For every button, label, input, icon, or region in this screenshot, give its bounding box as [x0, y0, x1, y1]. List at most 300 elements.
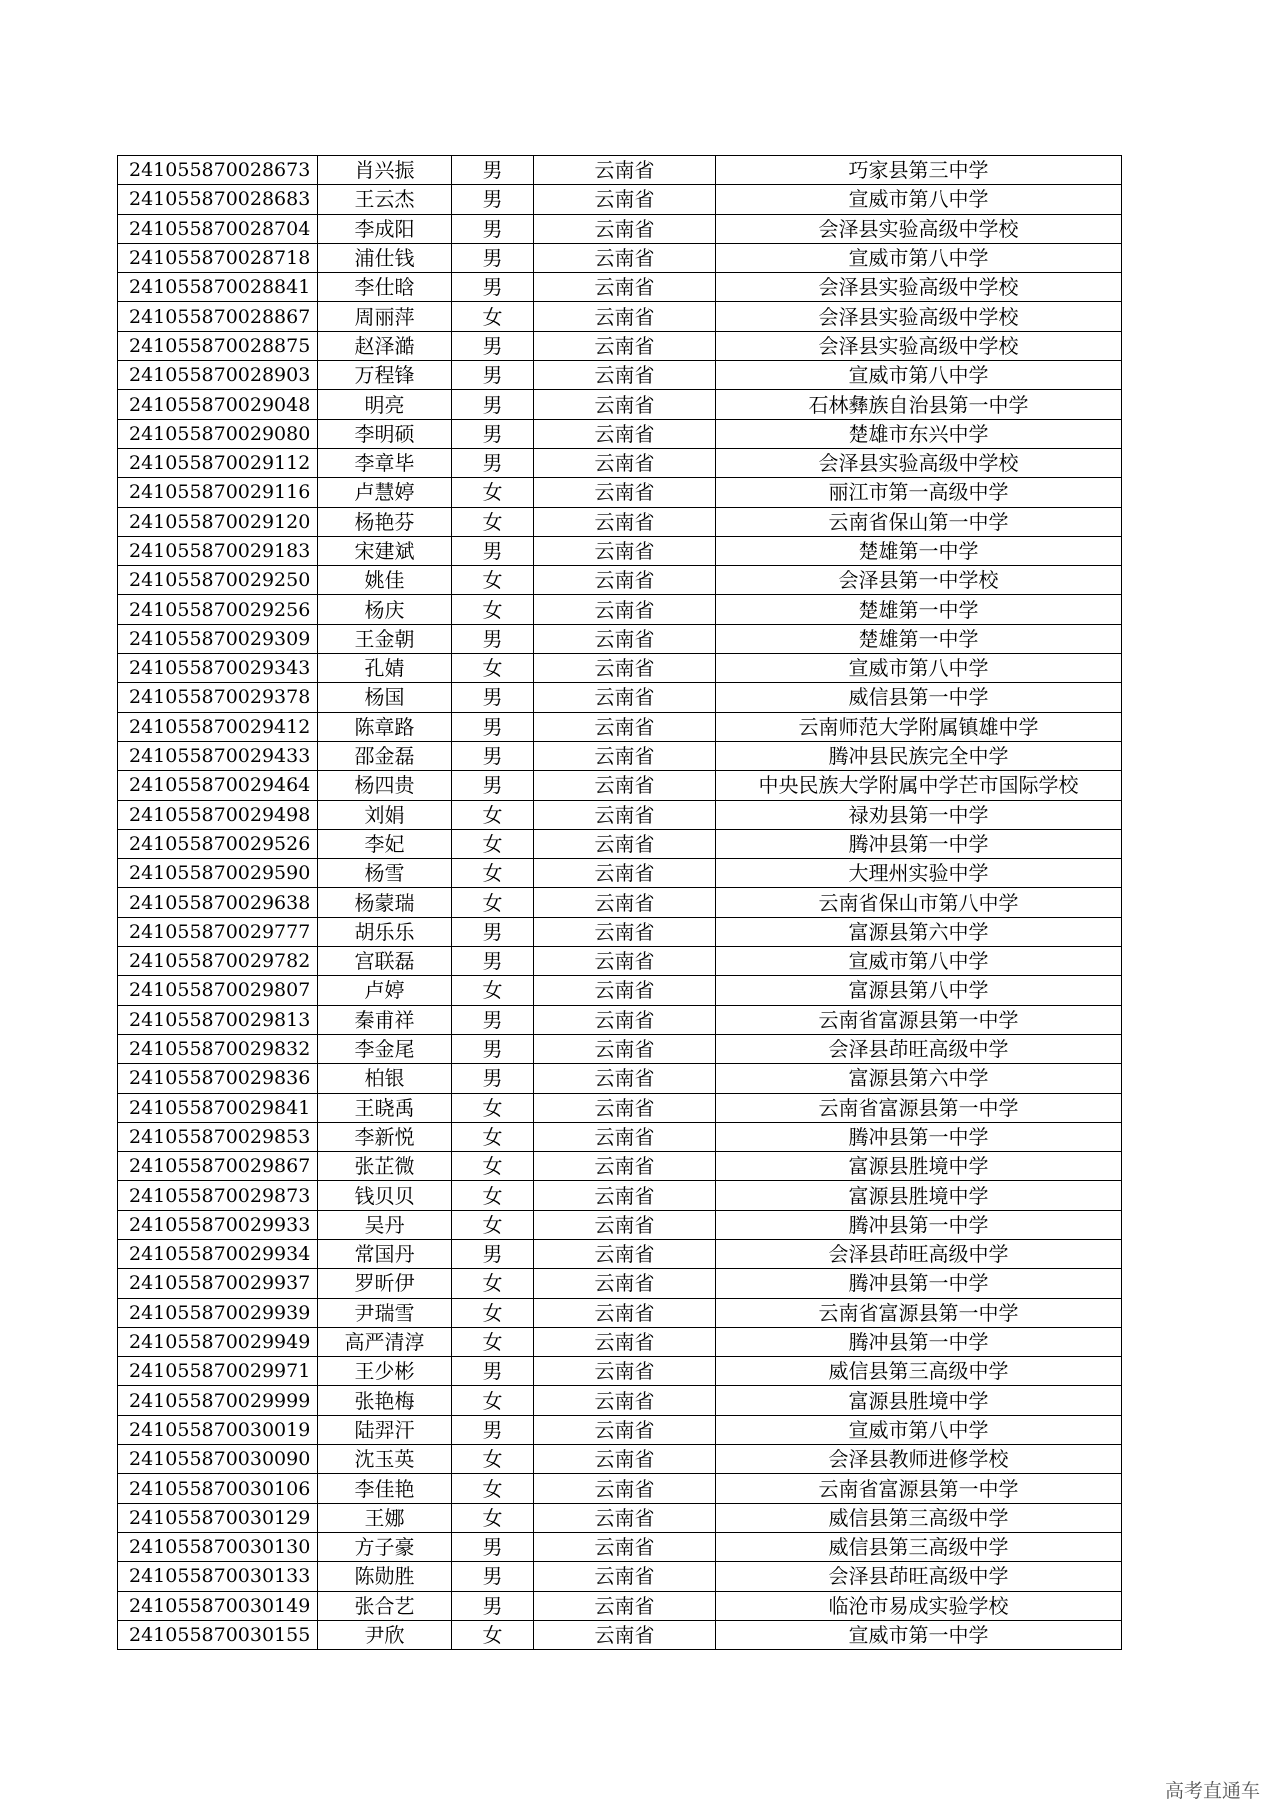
table-row [118, 1445, 1122, 1474]
school-cell: 云南师范大学附属镇雄中学 [716, 712, 1122, 741]
table-row [118, 1620, 1122, 1649]
gender-cell: 女 [452, 1620, 534, 1649]
province-cell: 云南省 [534, 800, 716, 829]
gender-cell: 女 [452, 888, 534, 917]
gender-cell: 女 [452, 1298, 534, 1327]
school-cell: 云南省富源县第一中学 [716, 1298, 1122, 1327]
school-cell: 楚雄第一中学 [716, 536, 1122, 565]
gender-cell: 女 [452, 829, 534, 858]
student-name-cell: 常国丹 [318, 1239, 452, 1268]
province-cell: 云南省 [534, 1093, 716, 1122]
candidate-id-cell: 241055870029080 [118, 419, 318, 448]
province-cell: 云南省 [534, 273, 716, 302]
gender-cell: 男 [452, 156, 534, 185]
province-cell: 云南省 [534, 507, 716, 536]
watermark-text: 高考直通车 [1164, 1780, 1260, 1802]
student-name-cell: 杨艳芬 [318, 507, 452, 536]
province-cell: 云南省 [534, 1210, 716, 1239]
school-cell: 宣威市第一中学 [716, 1620, 1122, 1649]
table-row [118, 361, 1122, 390]
candidate-id-cell: 241055870029777 [118, 917, 318, 946]
school-cell: 丽江市第一高级中学 [716, 478, 1122, 507]
province-cell: 云南省 [534, 214, 716, 243]
table-row [118, 683, 1122, 712]
table-row [118, 448, 1122, 477]
table-row [118, 1093, 1122, 1122]
table-row [118, 859, 1122, 888]
table-row [118, 1298, 1122, 1327]
candidate-id-cell: 241055870029836 [118, 1064, 318, 1093]
student-name-cell: 孔婧 [318, 654, 452, 683]
table-row [118, 419, 1122, 448]
province-cell: 云南省 [534, 595, 716, 624]
gender-cell: 男 [452, 1064, 534, 1093]
province-cell: 云南省 [534, 771, 716, 800]
province-cell: 云南省 [534, 654, 716, 683]
province-cell: 云南省 [534, 947, 716, 976]
table-row [118, 771, 1122, 800]
candidate-id-cell: 241055870029048 [118, 390, 318, 419]
gender-cell: 男 [452, 741, 534, 770]
province-cell: 云南省 [534, 1064, 716, 1093]
student-name-cell: 秦甫祥 [318, 1005, 452, 1034]
student-name-cell: 杨庆 [318, 595, 452, 624]
province-cell: 云南省 [534, 1415, 716, 1444]
candidate-id-cell: 241055870029971 [118, 1357, 318, 1386]
school-cell: 威信县第一中学 [716, 683, 1122, 712]
school-cell: 会泽县实验高级中学校 [716, 331, 1122, 360]
gender-cell: 男 [452, 1562, 534, 1591]
student-name-cell: 陆羿汗 [318, 1415, 452, 1444]
school-cell: 大理州实验中学 [716, 859, 1122, 888]
student-name-cell: 高严清淳 [318, 1327, 452, 1356]
candidate-id-cell: 241055870030129 [118, 1503, 318, 1532]
table-row [118, 1064, 1122, 1093]
school-cell: 宣威市第八中学 [716, 1415, 1122, 1444]
province-cell: 云南省 [534, 390, 716, 419]
gender-cell: 女 [452, 1210, 534, 1239]
student-name-cell: 杨雪 [318, 859, 452, 888]
candidate-id-cell: 241055870029832 [118, 1034, 318, 1063]
table-row [118, 741, 1122, 770]
student-name-cell: 张合艺 [318, 1591, 452, 1620]
candidate-id-cell: 241055870029934 [118, 1239, 318, 1268]
province-cell: 云南省 [534, 361, 716, 390]
student-name-cell: 明亮 [318, 390, 452, 419]
gender-cell: 女 [452, 1122, 534, 1151]
gender-cell: 男 [452, 361, 534, 390]
gender-cell: 男 [452, 185, 534, 214]
province-cell: 云南省 [534, 478, 716, 507]
student-name-cell: 周丽萍 [318, 302, 452, 331]
student-name-cell: 杨国 [318, 683, 452, 712]
gender-cell: 男 [452, 1415, 534, 1444]
roster-table [117, 155, 1122, 1650]
table-row [118, 1591, 1122, 1620]
candidate-id-cell: 241055870030019 [118, 1415, 318, 1444]
province-cell: 云南省 [534, 419, 716, 448]
gender-cell: 男 [452, 1532, 534, 1561]
student-name-cell: 罗昕伊 [318, 1269, 452, 1298]
student-name-cell: 尹瑞雪 [318, 1298, 452, 1327]
school-cell: 楚雄第一中学 [716, 595, 1122, 624]
candidate-id-cell: 241055870029433 [118, 741, 318, 770]
candidate-id-cell: 241055870028875 [118, 331, 318, 360]
province-cell: 云南省 [534, 1620, 716, 1649]
province-cell: 云南省 [534, 1474, 716, 1503]
student-name-cell: 万程锋 [318, 361, 452, 390]
province-cell: 云南省 [534, 976, 716, 1005]
table-row [118, 917, 1122, 946]
province-cell: 云南省 [534, 683, 716, 712]
province-cell: 云南省 [534, 917, 716, 946]
school-cell: 云南省富源县第一中学 [716, 1005, 1122, 1034]
gender-cell: 女 [452, 566, 534, 595]
candidate-id-cell: 241055870028841 [118, 273, 318, 302]
province-cell: 云南省 [534, 448, 716, 477]
school-cell: 会泽县实验高级中学校 [716, 448, 1122, 477]
candidate-id-cell: 241055870029309 [118, 624, 318, 653]
province-cell: 云南省 [534, 302, 716, 331]
table-row [118, 156, 1122, 185]
school-cell: 云南省富源县第一中学 [716, 1474, 1122, 1503]
province-cell: 云南省 [534, 566, 716, 595]
student-name-cell: 姚佳 [318, 566, 452, 595]
province-cell: 云南省 [534, 1239, 716, 1268]
table-row [118, 507, 1122, 536]
student-name-cell: 李妃 [318, 829, 452, 858]
school-cell: 宣威市第八中学 [716, 361, 1122, 390]
table-row [118, 1327, 1122, 1356]
student-name-cell: 张芷微 [318, 1152, 452, 1181]
gender-cell: 女 [452, 478, 534, 507]
candidate-id-cell: 241055870029256 [118, 595, 318, 624]
province-cell: 云南省 [534, 1181, 716, 1210]
table-row [118, 1152, 1122, 1181]
table-row [118, 1181, 1122, 1210]
table-row [118, 1386, 1122, 1415]
table-row [118, 1415, 1122, 1444]
student-name-cell: 李成阳 [318, 214, 452, 243]
gender-cell: 女 [452, 302, 534, 331]
table-row [118, 1122, 1122, 1151]
student-name-cell: 胡乐乐 [318, 917, 452, 946]
table-row [118, 624, 1122, 653]
table-row [118, 947, 1122, 976]
student-name-cell: 李金尾 [318, 1034, 452, 1063]
province-cell: 云南省 [534, 185, 716, 214]
candidate-id-cell: 241055870029378 [118, 683, 318, 712]
gender-cell: 男 [452, 273, 534, 302]
province-cell: 云南省 [534, 1445, 716, 1474]
student-name-cell: 张艳梅 [318, 1386, 452, 1415]
school-cell: 宣威市第八中学 [716, 243, 1122, 272]
candidate-id-cell: 241055870029412 [118, 712, 318, 741]
province-cell: 云南省 [534, 331, 716, 360]
school-cell: 巧家县第三中学 [716, 156, 1122, 185]
gender-cell: 男 [452, 1034, 534, 1063]
school-cell: 楚雄市东兴中学 [716, 419, 1122, 448]
student-name-cell: 宋建斌 [318, 536, 452, 565]
candidate-id-cell: 241055870029343 [118, 654, 318, 683]
candidate-id-cell: 241055870030155 [118, 1620, 318, 1649]
table-row [118, 888, 1122, 917]
school-cell: 云南省保山第一中学 [716, 507, 1122, 536]
school-cell: 腾冲县第一中学 [716, 1269, 1122, 1298]
province-cell: 云南省 [534, 1562, 716, 1591]
candidate-id-cell: 241055870029638 [118, 888, 318, 917]
table-row [118, 273, 1122, 302]
province-cell: 云南省 [534, 1152, 716, 1181]
student-name-cell: 王云杰 [318, 185, 452, 214]
gender-cell: 男 [452, 390, 534, 419]
school-cell: 石林彝族自治县第一中学 [716, 390, 1122, 419]
table-row [118, 1474, 1122, 1503]
gender-cell: 男 [452, 448, 534, 477]
school-cell: 威信县第三高级中学 [716, 1532, 1122, 1561]
gender-cell: 男 [452, 243, 534, 272]
table-row [118, 712, 1122, 741]
table-row [118, 1269, 1122, 1298]
student-name-cell: 卢慧婷 [318, 478, 452, 507]
province-cell: 云南省 [534, 243, 716, 272]
candidate-id-cell: 241055870029933 [118, 1210, 318, 1239]
candidate-id-cell: 241055870029498 [118, 800, 318, 829]
gender-cell: 男 [452, 419, 534, 448]
gender-cell: 男 [452, 712, 534, 741]
province-cell: 云南省 [534, 741, 716, 770]
gender-cell: 女 [452, 976, 534, 1005]
school-cell: 富源县胜境中学 [716, 1386, 1122, 1415]
province-cell: 云南省 [534, 1269, 716, 1298]
gender-cell: 男 [452, 683, 534, 712]
student-name-cell: 吴丹 [318, 1210, 452, 1239]
candidate-id-cell: 241055870029867 [118, 1152, 318, 1181]
table-row [118, 478, 1122, 507]
candidate-id-cell: 241055870029813 [118, 1005, 318, 1034]
candidate-id-cell: 241055870028683 [118, 185, 318, 214]
gender-cell: 男 [452, 771, 534, 800]
school-cell: 宣威市第八中学 [716, 654, 1122, 683]
gender-cell: 女 [452, 1269, 534, 1298]
province-cell: 云南省 [534, 624, 716, 653]
province-cell: 云南省 [534, 536, 716, 565]
student-name-cell: 宫联磊 [318, 947, 452, 976]
gender-cell: 男 [452, 536, 534, 565]
student-name-cell: 王晓禹 [318, 1093, 452, 1122]
school-cell: 威信县第三高级中学 [716, 1503, 1122, 1532]
gender-cell: 男 [452, 624, 534, 653]
candidate-id-cell: 241055870029937 [118, 1269, 318, 1298]
school-cell: 宣威市第八中学 [716, 947, 1122, 976]
candidate-id-cell: 241055870029112 [118, 448, 318, 477]
student-name-cell: 王娜 [318, 1503, 452, 1532]
province-cell: 云南省 [534, 1503, 716, 1532]
student-name-cell: 陈章路 [318, 712, 452, 741]
gender-cell: 女 [452, 800, 534, 829]
candidate-id-cell: 241055870029949 [118, 1327, 318, 1356]
student-name-cell: 邵金磊 [318, 741, 452, 770]
province-cell: 云南省 [534, 1327, 716, 1356]
student-name-cell: 卢婷 [318, 976, 452, 1005]
student-name-cell: 李明硕 [318, 419, 452, 448]
candidate-id-cell: 241055870029526 [118, 829, 318, 858]
school-cell: 会泽县茚旺高级中学 [716, 1562, 1122, 1591]
province-cell: 云南省 [534, 1532, 716, 1561]
school-cell: 楚雄第一中学 [716, 624, 1122, 653]
gender-cell: 女 [452, 507, 534, 536]
student-name-cell: 王少彬 [318, 1357, 452, 1386]
province-cell: 云南省 [534, 712, 716, 741]
gender-cell: 男 [452, 331, 534, 360]
table-row [118, 536, 1122, 565]
candidate-id-cell: 241055870029782 [118, 947, 318, 976]
candidate-id-cell: 241055870029590 [118, 859, 318, 888]
table-row [118, 214, 1122, 243]
student-name-cell: 肖兴振 [318, 156, 452, 185]
candidate-id-cell: 241055870029183 [118, 536, 318, 565]
school-cell: 会泽县实验高级中学校 [716, 273, 1122, 302]
province-cell: 云南省 [534, 1005, 716, 1034]
school-cell: 会泽县茚旺高级中学 [716, 1239, 1122, 1268]
student-name-cell: 杨蒙瑞 [318, 888, 452, 917]
school-cell: 云南省保山市第八中学 [716, 888, 1122, 917]
table-row [118, 1562, 1122, 1591]
candidate-id-cell: 241055870029120 [118, 507, 318, 536]
school-cell: 腾冲县第一中学 [716, 1327, 1122, 1356]
candidate-id-cell: 241055870030106 [118, 1474, 318, 1503]
school-cell: 临沧市易成实验学校 [716, 1591, 1122, 1620]
table-row [118, 390, 1122, 419]
candidate-id-cell: 241055870030090 [118, 1445, 318, 1474]
province-cell: 云南省 [534, 1122, 716, 1151]
gender-cell: 女 [452, 1327, 534, 1356]
student-name-cell: 杨四贵 [318, 771, 452, 800]
student-name-cell: 王金朝 [318, 624, 452, 653]
gender-cell: 男 [452, 917, 534, 946]
table-row [118, 1503, 1122, 1532]
candidate-id-cell: 241055870030149 [118, 1591, 318, 1620]
student-name-cell: 李章毕 [318, 448, 452, 477]
candidate-id-cell: 241055870029116 [118, 478, 318, 507]
school-cell: 会泽县第一中学校 [716, 566, 1122, 595]
gender-cell: 女 [452, 1093, 534, 1122]
school-cell: 会泽县教师进修学校 [716, 1445, 1122, 1474]
table-row [118, 595, 1122, 624]
student-name-cell: 沈玉英 [318, 1445, 452, 1474]
school-cell: 禄劝县第一中学 [716, 800, 1122, 829]
candidate-id-cell: 241055870030133 [118, 1562, 318, 1591]
candidate-id-cell: 241055870029853 [118, 1122, 318, 1151]
table-row [118, 185, 1122, 214]
school-cell: 云南省富源县第一中学 [716, 1093, 1122, 1122]
student-name-cell: 方子豪 [318, 1532, 452, 1561]
candidate-id-cell: 241055870029807 [118, 976, 318, 1005]
gender-cell: 女 [452, 1181, 534, 1210]
table-row [118, 1005, 1122, 1034]
province-cell: 云南省 [534, 1591, 716, 1620]
gender-cell: 男 [452, 214, 534, 243]
school-cell: 腾冲县第一中学 [716, 1210, 1122, 1239]
province-cell: 云南省 [534, 1357, 716, 1386]
province-cell: 云南省 [534, 1298, 716, 1327]
school-cell: 会泽县茚旺高级中学 [716, 1034, 1122, 1063]
table-row [118, 1210, 1122, 1239]
table-row [118, 1532, 1122, 1561]
candidate-id-cell: 241055870029999 [118, 1386, 318, 1415]
table-row [118, 1034, 1122, 1063]
province-cell: 云南省 [534, 1034, 716, 1063]
school-cell: 会泽县实验高级中学校 [716, 302, 1122, 331]
student-name-cell: 刘娟 [318, 800, 452, 829]
school-cell: 威信县第三高级中学 [716, 1357, 1122, 1386]
gender-cell: 男 [452, 1591, 534, 1620]
gender-cell: 女 [452, 1503, 534, 1532]
table-row [118, 243, 1122, 272]
table-row [118, 302, 1122, 331]
gender-cell: 女 [452, 1474, 534, 1503]
gender-cell: 男 [452, 1239, 534, 1268]
candidate-id-cell: 241055870030130 [118, 1532, 318, 1561]
candidate-id-cell: 241055870029841 [118, 1093, 318, 1122]
school-cell: 腾冲县第一中学 [716, 829, 1122, 858]
table-row [118, 1239, 1122, 1268]
table-row [118, 566, 1122, 595]
province-cell: 云南省 [534, 829, 716, 858]
student-name-cell: 浦仕钱 [318, 243, 452, 272]
school-cell: 腾冲县民族完全中学 [716, 741, 1122, 770]
roster-table-body [118, 156, 1122, 1650]
school-cell: 会泽县实验高级中学校 [716, 214, 1122, 243]
student-name-cell: 陈勋胜 [318, 1562, 452, 1591]
province-cell: 云南省 [534, 859, 716, 888]
candidate-id-cell: 241055870029464 [118, 771, 318, 800]
student-name-cell: 李新悦 [318, 1122, 452, 1151]
gender-cell: 女 [452, 1152, 534, 1181]
province-cell: 云南省 [534, 888, 716, 917]
candidate-id-cell: 241055870028673 [118, 156, 318, 185]
table-row [118, 829, 1122, 858]
student-name-cell: 李仕晗 [318, 273, 452, 302]
gender-cell: 女 [452, 595, 534, 624]
candidate-id-cell: 241055870029939 [118, 1298, 318, 1327]
candidate-id-cell: 241055870029250 [118, 566, 318, 595]
school-cell: 富源县第八中学 [716, 976, 1122, 1005]
school-cell: 富源县胜境中学 [716, 1181, 1122, 1210]
candidate-id-cell: 241055870029873 [118, 1181, 318, 1210]
gender-cell: 男 [452, 947, 534, 976]
table-row [118, 331, 1122, 360]
gender-cell: 女 [452, 1386, 534, 1415]
school-cell: 腾冲县第一中学 [716, 1122, 1122, 1151]
candidate-id-cell: 241055870028704 [118, 214, 318, 243]
student-name-cell: 钱贝贝 [318, 1181, 452, 1210]
table-row [118, 654, 1122, 683]
school-cell: 富源县第六中学 [716, 1064, 1122, 1093]
table-row [118, 800, 1122, 829]
student-name-cell: 柏银 [318, 1064, 452, 1093]
province-cell: 云南省 [534, 156, 716, 185]
candidate-id-cell: 241055870028903 [118, 361, 318, 390]
candidate-id-cell: 241055870028718 [118, 243, 318, 272]
gender-cell: 女 [452, 1445, 534, 1474]
student-name-cell: 尹欣 [318, 1620, 452, 1649]
school-cell: 富源县第六中学 [716, 917, 1122, 946]
province-cell: 云南省 [534, 1386, 716, 1415]
student-name-cell: 赵泽澔 [318, 331, 452, 360]
gender-cell: 女 [452, 859, 534, 888]
table-row [118, 976, 1122, 1005]
